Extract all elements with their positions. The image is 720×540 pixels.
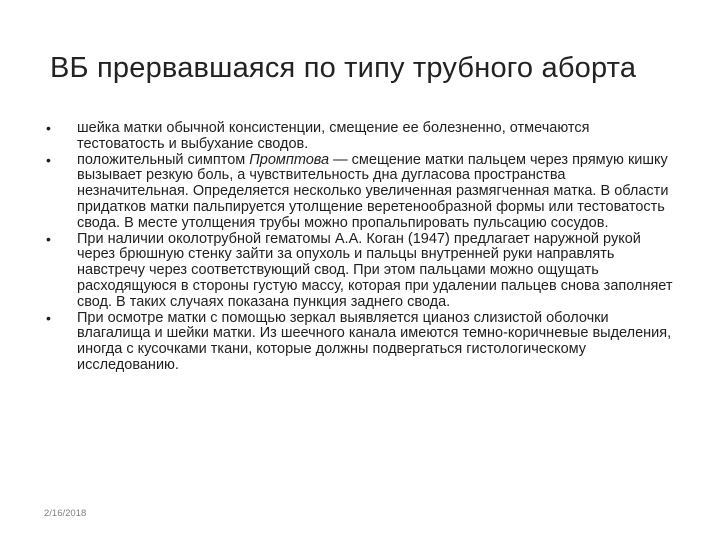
bullet-item-3 <box>44 232 674 311</box>
bullet-text-after: — смещение матки пальцем через прямую кишку вызывает резкую боль, а чувствительность дна дугласова пространства незначительная. Определяется несколько увеличенная размягченная матка. В области придатков матки пальпируется утолщение веретенообразной формы или тестоватость свода. В месте утолщения трубы можно пропальпировать пульсацию сосудов. <box>77 151 669 231</box>
bullet-item-4 <box>44 311 674 374</box>
bullet-marker: • <box>46 151 51 168</box>
bullet-item-1 <box>44 121 674 153</box>
bullet-item-2 <box>44 153 674 232</box>
symptom-name: Промптова <box>249 151 330 168</box>
slide-date: 2/16/2018 <box>44 508 87 519</box>
bullet-marker: • <box>46 309 51 326</box>
bullet-text: При осмотре матки с помощью зеркал выявляется цианоз слизистой оболочки влагалища и шейки матки. Из шеечного канала имеются темно-коричневые выделения, иногда с кусочками ткани, которые должны подвергаться гистологическому исследованию. <box>77 309 672 373</box>
bullet-text: шейка матки обычной консистенции, смещение ее болезненно, отмечаются тестоватость и выбухание сводов. <box>77 120 590 152</box>
bullet-list <box>44 121 674 374</box>
bullet-text: При наличии околотрубной гематомы А.А. Коган (1947) предлагает наружной рукой через брюшную стенку зайти за опухоль и пальцы внутренней руки направлять навстречу через соответствующий свод. При этом пальцами можно ощущать расходящуюся в стороны густую массу, которая при удалении пальцев снова заполняет свод. В таких случаях показана пункция заднего свода. <box>77 230 673 310</box>
slide-title: ВБ прервавшаяся по типу трубного аборта <box>50 52 637 84</box>
bullet-text-before: положительный симптом <box>77 151 250 168</box>
bullet-marker: • <box>46 230 51 247</box>
bullet-marker: • <box>46 120 51 136</box>
